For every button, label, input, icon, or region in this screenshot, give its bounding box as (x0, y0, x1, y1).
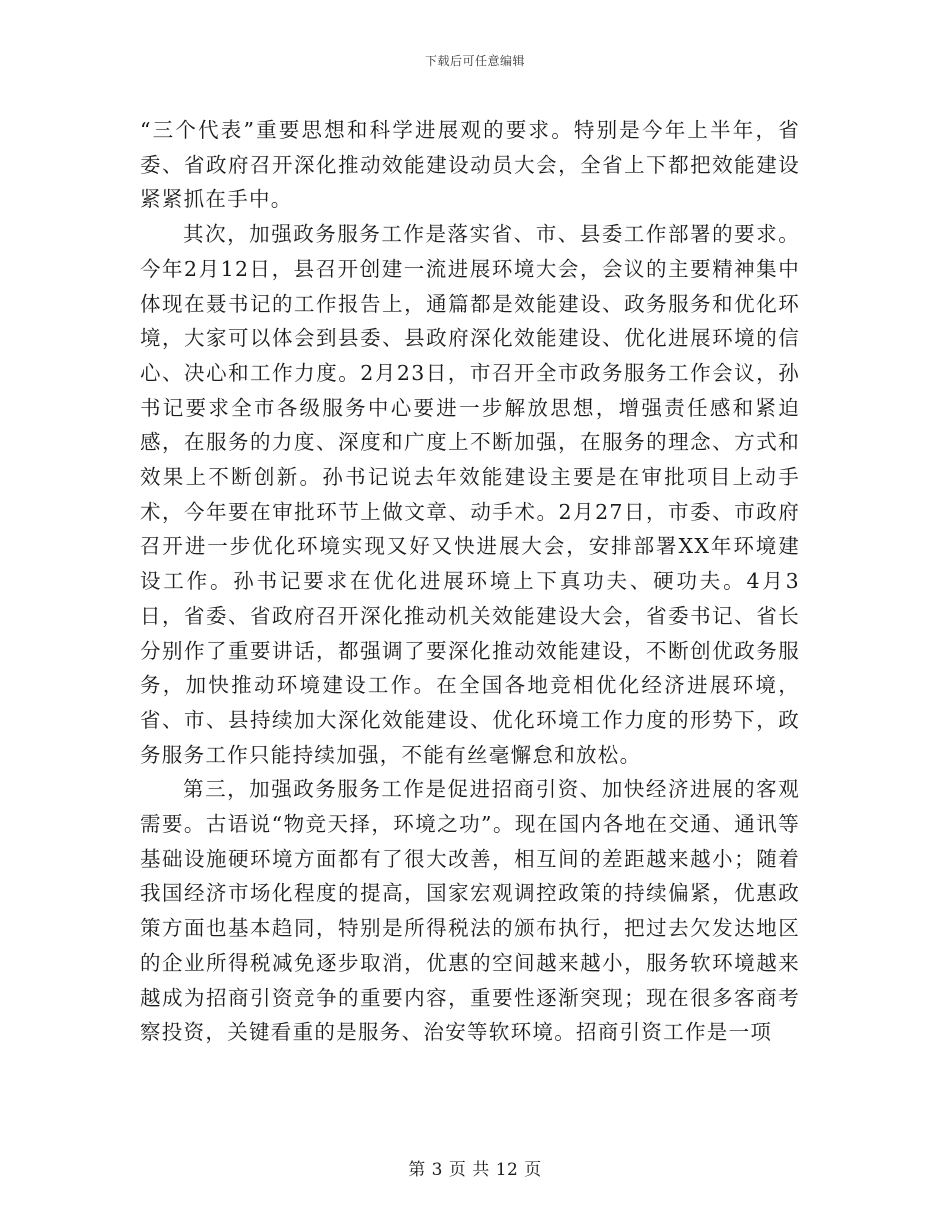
paragraph-second-point: 其次，加强政务服务工作是落实省、市、县委工作部署的要求。今年2月12日，县召开创建一流进展环境大会，会议的主要精神集中体现在聂书记的工作报告上，通篇都是效能建设、政务服务和优化环境，大家可以体会到县委、县政府深化效能建设、优化进展环境的信心、决心和工作力度。2月23日，市召开全市政务服务工作会议，孙书记要求全市各级服务中心要进一步解放思想，增强责任感和紧迫感，在服务的力度、深度和广度上不断加强，在服务的理念、方式和效果上不断创新。孙书记说去年效能建设主要是在审批项目上动手术，今年要在审批环节上做文章、动手术。2月27日，市委、市政府召开进一步优化环境实现又好又快进展大会，安排部署XX年环境建设工作。孙书记要求在优化进展环境上下真功夫、硬功夫。4月3日，省委、省政府召开深化推动机关效能建设大会，省委书记、省长分别作了重要讲话，都强调了要深化推动效能建设，不断创优政务服务，加快推动环境建设工作。在全国各地竞相优化经济进展环境，省、市、县持续加大深化效能建设、优化环境工作力度的形势下，政务服务工作只能持续加强，不能有丝毫懈怠和放松。 (140, 222, 800, 767)
paragraph-third-point: 第三，加强政务服务工作是促进招商引资、加快经济进展的客观需要。古语说“物竞天择，环境之功”。现在国内各地在交通、通讯等基础设施硬环境方面都有了很大改善，相互间的差距越来越小；随着我国经济市场化程度的提高，国家宏观调控政策的持续偏紧，优惠政策方面也基本趋同，特别是所得税法的颁布执行，把过去欠发达地区的企业所得税减免逐步取消，优惠的空间越来越小，服务软环境越来越成为招商引资竞争的重要内容，重要性逐渐突现；现在很多客商考察投资，关键看重的是服务、治安等软环境。招商引资工作是一项 (140, 777, 800, 1045)
page-header: 下载后可任意编辑 (424, 54, 525, 68)
document-body (140, 113, 800, 1050)
page-number-footer: 第 3 页 共 12 页 (408, 1160, 542, 1180)
paragraph-continuation: “三个代表”重要思想和科学进展观的要求。特别是今年上半年，省委、省政府召开深化推动效能建设动员大会，全省上下都把效能建设紧紧抓在手中。 (140, 118, 800, 212)
